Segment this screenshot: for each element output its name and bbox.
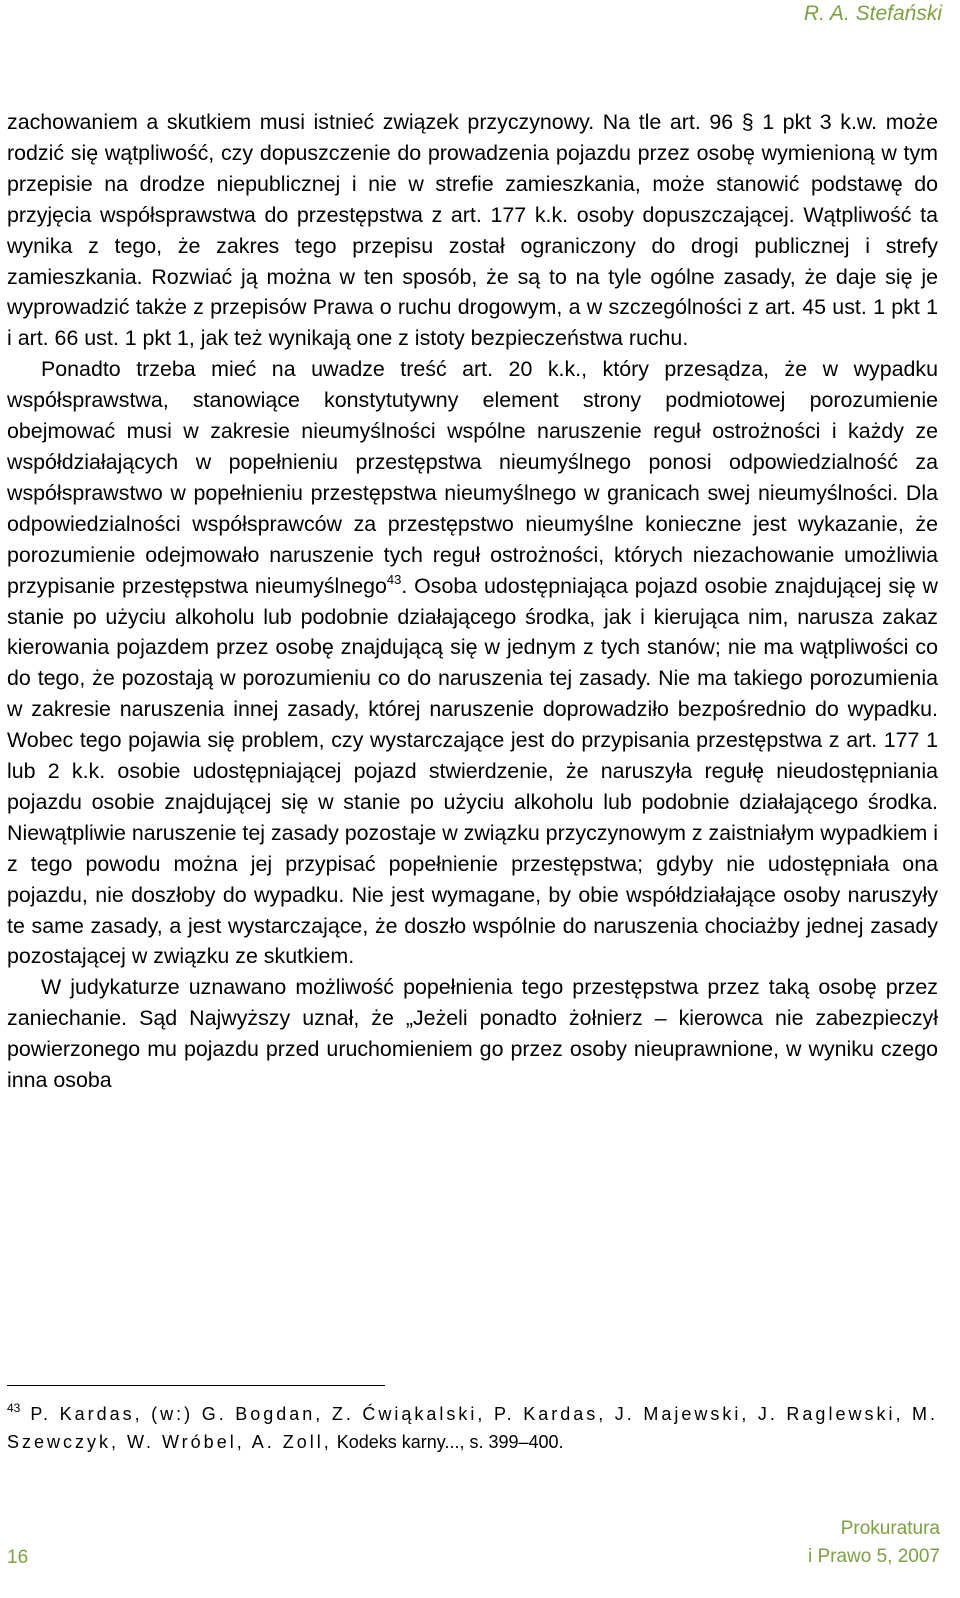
paragraph-1: zachowaniem a skutkiem musi istnieć związek przyczynowy. Na tle art. 96 § 1 pkt 3 k.w. może rodzić się wątpliwość, czy dopuszczenie do prowadzenia pojazdu przez osobę wymienioną w tym przepisie na drodze niepublicznej i nie w strefie zamieszkania, może stanowić podstawę do przyjęcia współsprawstwa do przestępstwa z art. 177 k.k. osoby dopuszczającej. Wątpliwość ta wynika z tego, że zakres tego przepisu został ograniczony do drogi publicznej i strefy zamieszkania. Rozwiać ją można w ten sposób, że są to na tyle ogólne zasady, że daje się je wyprowadzić także z przepisów Prawa o ruchu drogowym, a w szczególności z art. 45 ust. 1 pkt 1 i art. 66 ust. 1 pkt 1, jak też wynikają one z istoty bezpieczeństwa ruchu. (7, 110, 938, 351)
paragraph-2 (7, 354, 938, 972)
journal-name-line-2: i Prawo 5, 2007 (807, 1546, 940, 1567)
paragraph-2-text-before-note: Ponadto trzeba mieć na uwadze treść art. 20 k.k., który przesądza, że w wypadku współsprawstwa, stanowiące konstytutywny element strony podmiotowej porozumienie obejmować musi w zakresie nieumyślności wspólne naruszenie reguł ostrożności i każdy ze współdziałających w popełnieniu przestępstwa nieumyślnego ponosi odpowiedzialność za współsprawstwo w popełnieniu przestępstwa nieumyślnego w granicach swej nieumyślności. Dla odpowiedzialności współsprawców za przestępstwo nieumyślne konieczne jest wykazanie, że porozumienie odejmowało naruszenie tych reguł ostrożności, których niezachowanie umożliwia przypisanie przestępstwa nieumyślnego (7, 357, 938, 598)
footnote-reference: 43 (386, 571, 402, 587)
footnote-43 (7, 1400, 938, 1456)
journal-name (808, 1515, 940, 1571)
running-header-author: R. A. Stefański (803, 2, 942, 25)
footnote-number: 43 (7, 1401, 21, 1415)
footnote-source: Kodeks karny..., s. 399–400. (331, 1432, 564, 1452)
main-text (7, 107, 938, 1096)
paragraph-3: W judykaturze uznawano możliwość popełnienia tego przestępstwa przez taką osobę przez zaniechanie. Sąd Najwyższy uznał, że „Jeżeli ponadto żołnierz – kierowca nie zabezpieczył powierzonego mu pojazdu przed uruchomieniem go przez osoby nieuprawnione, w wyniku czego inna osoba (7, 975, 938, 1093)
paragraph-2-text-after-note: . Osoba udostępniająca pojazd osobie znajdującej się w stanie po użyciu alkoholu lub podobnie działającego środka, jak i kierująca nim, narusza zakaz kierowania pojazdem przez osobę znajdującą się w jednym z tych stanów; nie ma wątpliwości co do tego, że pozostają w porozumieniu co do naruszenia tej zasady. Nie ma takiego porozumienia w zakresie naruszenia innej zasady, której naruszenie doprowadziło bezpośrednio do wypadku. Wobec tego pojawia się problem, czy wystarczające jest do przypisania przestępstwa z art. 177 1 lub 2 k.k. osobie udostępniającej pojazd stwierdzenie, że naruszyła regułę nieudostępniania pojazdu osobie znajdującej się w stanie po użyciu alkoholu lub podobnie działającego środka. Niewątpliwie naruszenie tej zasady pozostaje w związku przyczynowym z zaistniałym wypadkiem i z tego powodu można jej przypisać popełnienie przestępstwa; gdyby nie udostępniała ona pojazdu, nie doszłoby do wypadku. Nie jest wymagane, by obie współdziałające osoby naruszyły te same zasady, a jest wystarczające, że doszło wspólnie do naruszenia chociażby jednej zasady pozostającej w związku ze skutkiem. (7, 573, 938, 969)
journal-name-line-1: Prokuratura (840, 1518, 940, 1539)
footnote-separator (7, 1385, 385, 1386)
page-number: 16 (7, 1547, 29, 1568)
footnote-authors: P. Kardas, (w:) G. Bogdan, Z. Ćwiąkalski, P. Kardas, J. Majewski, J. Raglewski, M. Szewczyk, W. Wróbel, A. Zoll, (7, 1404, 938, 1452)
